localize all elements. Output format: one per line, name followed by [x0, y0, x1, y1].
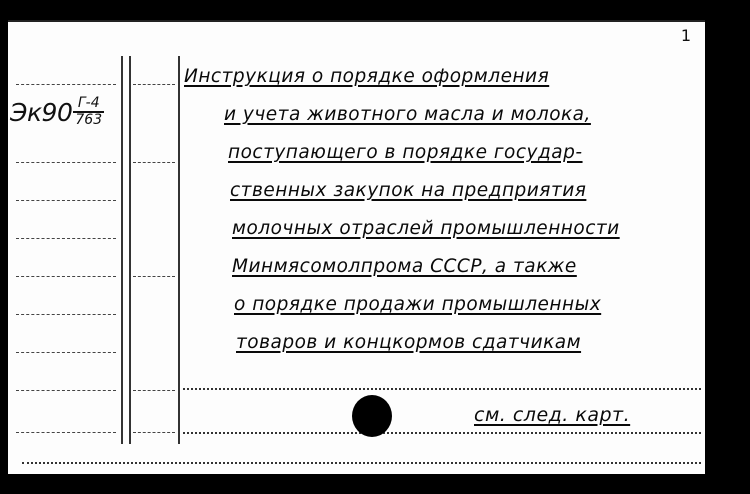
call-number: [10, 96, 104, 128]
title-line: и учета животного масла и молока,: [224, 104, 591, 125]
ruled-line: [22, 462, 701, 464]
left-column-rule: [16, 238, 116, 239]
left-column-rule: [16, 432, 116, 433]
left-column-rule: [133, 432, 175, 433]
title-line: о порядке продажи промышленных: [234, 294, 602, 315]
catalog-card: [8, 20, 705, 474]
call-number-numerator: Г-4: [77, 95, 100, 111]
title-line: ственных закупок на предприятия: [230, 180, 587, 201]
page-number: 1: [680, 26, 691, 45]
left-column-rule: [133, 390, 175, 391]
continuation-note: см. след. карт.: [474, 404, 631, 426]
ruled-line: [183, 432, 701, 434]
call-number-main: Эк90: [10, 97, 73, 127]
left-column-rule: [16, 276, 116, 277]
left-column-rule: [16, 200, 116, 201]
margin-line: [129, 56, 131, 444]
left-column-rule: [16, 162, 116, 163]
left-column-rule: [16, 84, 116, 85]
title-line: поступающего в порядке государ-: [228, 142, 583, 163]
left-column-rule: [133, 84, 175, 85]
call-number-fraction: [73, 96, 104, 128]
left-column-rule: [16, 390, 116, 391]
margin-line: [178, 56, 180, 444]
title-line: Инструкция о порядке оформления: [184, 66, 550, 87]
title-line: товаров и концкормов сдатчикам: [236, 332, 582, 353]
call-number-denominator: 763: [75, 112, 103, 128]
left-column-rule: [16, 314, 116, 315]
left-column-rule: [133, 162, 175, 163]
title-line: Минмясомолпрома СССР, а также: [232, 256, 577, 277]
ruled-line: [183, 388, 701, 390]
left-column-rule: [16, 352, 116, 353]
title-line: молочных отраслей промышленности: [232, 218, 620, 239]
margin-line: [121, 56, 123, 444]
ink-blot: [352, 395, 392, 437]
left-column-rule: [133, 276, 175, 277]
